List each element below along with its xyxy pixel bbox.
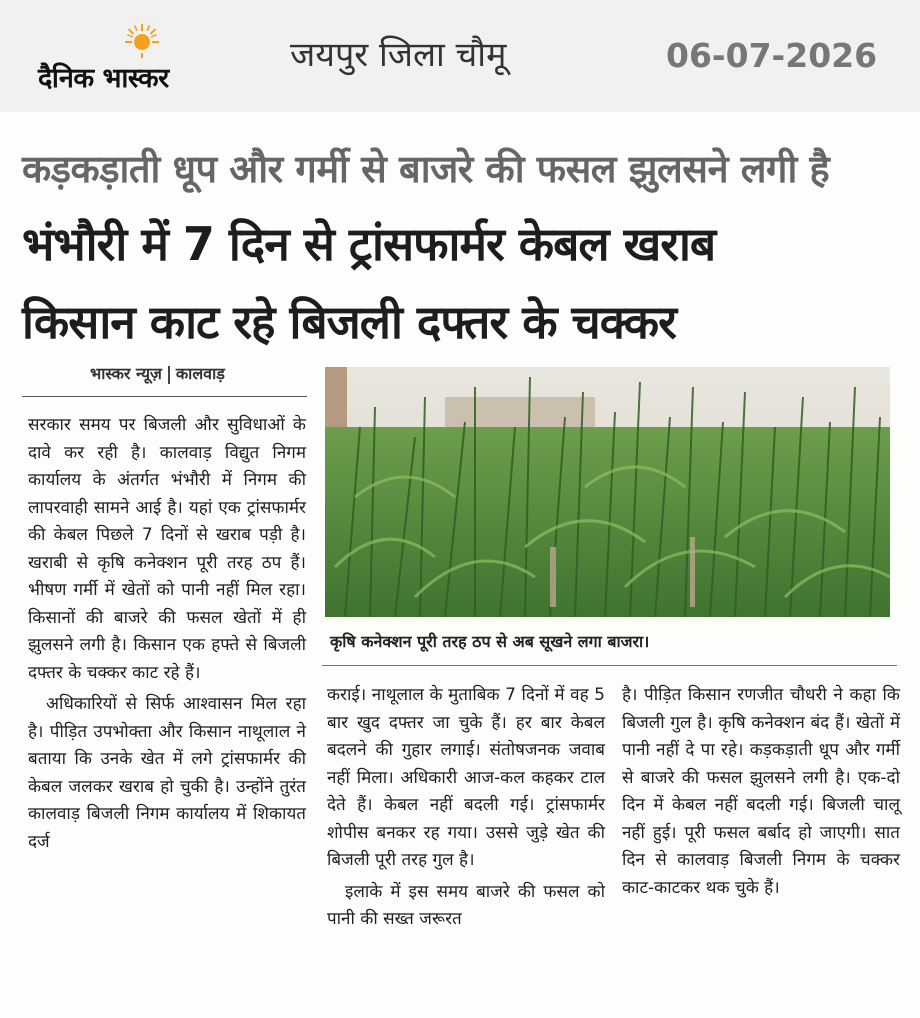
- edition-date: 06-07-2026: [666, 36, 878, 75]
- newspaper-header: [0, 0, 920, 112]
- byline-divider: [168, 366, 170, 384]
- edition-name: जयपुर जिला चौमू: [290, 35, 507, 75]
- caption-rule: [322, 665, 897, 666]
- article-column-2: [327, 682, 605, 934]
- photo-caption: कृषि कनेक्शन पूरी तरह ठप से अब सूखने लगा बाजरा।: [330, 632, 650, 651]
- byline-rule: [22, 396, 307, 397]
- crop-field-image: [325, 367, 890, 617]
- headline-line-1: भंभौरी में 7 दिन से ट्रांसफार्मर केबल खराब: [22, 217, 716, 271]
- paragraph: है। पीड़ित किसान रणजीत चौधरी ने कहा कि बिजली गुल है। कृषि कनेक्शन बंद हैं। खेतों में पानी नहीं दे पा रहे। कड़कड़ाती धूप और गर्मी से बाजरे की फसल झुलसने लगी है। एक-दो दिन में केबल नहीं बदली गई। बिजली चालू नहीं हुई। पूरी फसल बर्बाद हो जाएगी। सात दिन से कालवाड़ बिजली निगम के चक्कर काट-काटकर थक चुके हैं।: [622, 685, 900, 898]
- paragraph: अधिकारियों से सिर्फ आश्वासन मिल रहा है। पीड़ित उपभोक्ता और किसान नाथूलाल ने बताया कि उनके खेत में लगे ट्रांसफार्मर की केबल जलकर खराब हो चुकी है। उन्होंने तुरंत कालवाड़ बिजली निगम कार्यालय में शिकायत दर्ज: [28, 694, 306, 852]
- sun-logo-icon: [124, 22, 160, 58]
- news-article: [0, 112, 920, 1018]
- byline: [90, 362, 225, 384]
- paragraph: इलाके में इस समय बाजरे की फसल को पानी की सख्त जरूरत: [327, 881, 605, 929]
- paragraph: सरकार समय पर बिजली और सुविधाओं के दावे कर रही है। कालवाड़ विद्युत निगम कार्यालय के अंतर्गत भंभौरी में निगम की लापरवाही सामने आई है। यहां एक ट्रांसफार्मर की केबल पिछले 7 दिनों से खराब पड़ी है। खराबी से कृषि कनेक्शन पूरी तरह ठप हैं। भीषण गर्मी में खेतों को पानी नहीं मिल रहा। किसानों की बाजरे की फसल खेतों में ही झुलसने लगी है। किसान एक हफ्ते से बिजली दफ्तर के चक्कर काट रहे हैं।: [28, 415, 306, 683]
- byline-place: कालवाड़: [175, 364, 225, 383]
- article-kicker: कड़कड़ाती धूप और गर्मी से बाजरे की फसल झुलसने लगी है: [22, 147, 830, 191]
- article-column-1: [28, 412, 306, 856]
- byline-source: भास्कर न्यूज़: [90, 364, 162, 383]
- bajra-crop-photo: [325, 367, 890, 617]
- paragraph: कराई। नाथूलाल के मुताबिक 7 दिनों में वह 5 बार खुद दफ्तर जा चुके हैं। हर बार केबल बदलने की गुहार लगाई। संतोषजनक जवाब नहीं मिला। अधिकारी आज-कल कहकर टाल देते हैं। केबल नहीं बदली गई। ट्रांसफार्मर शोपीस बनकर रह गया। उससे जुड़े खेत की बिजली पूरी तरह गुल है।: [327, 685, 605, 870]
- dainik-bhaskar-logo: [38, 22, 238, 92]
- article-column-3: [622, 682, 900, 902]
- headline-line-2: किसान काट रहे बिजली दफ्तर के चक्कर: [22, 295, 676, 349]
- logo-wordmark: दैनिक भास्कर: [38, 63, 169, 94]
